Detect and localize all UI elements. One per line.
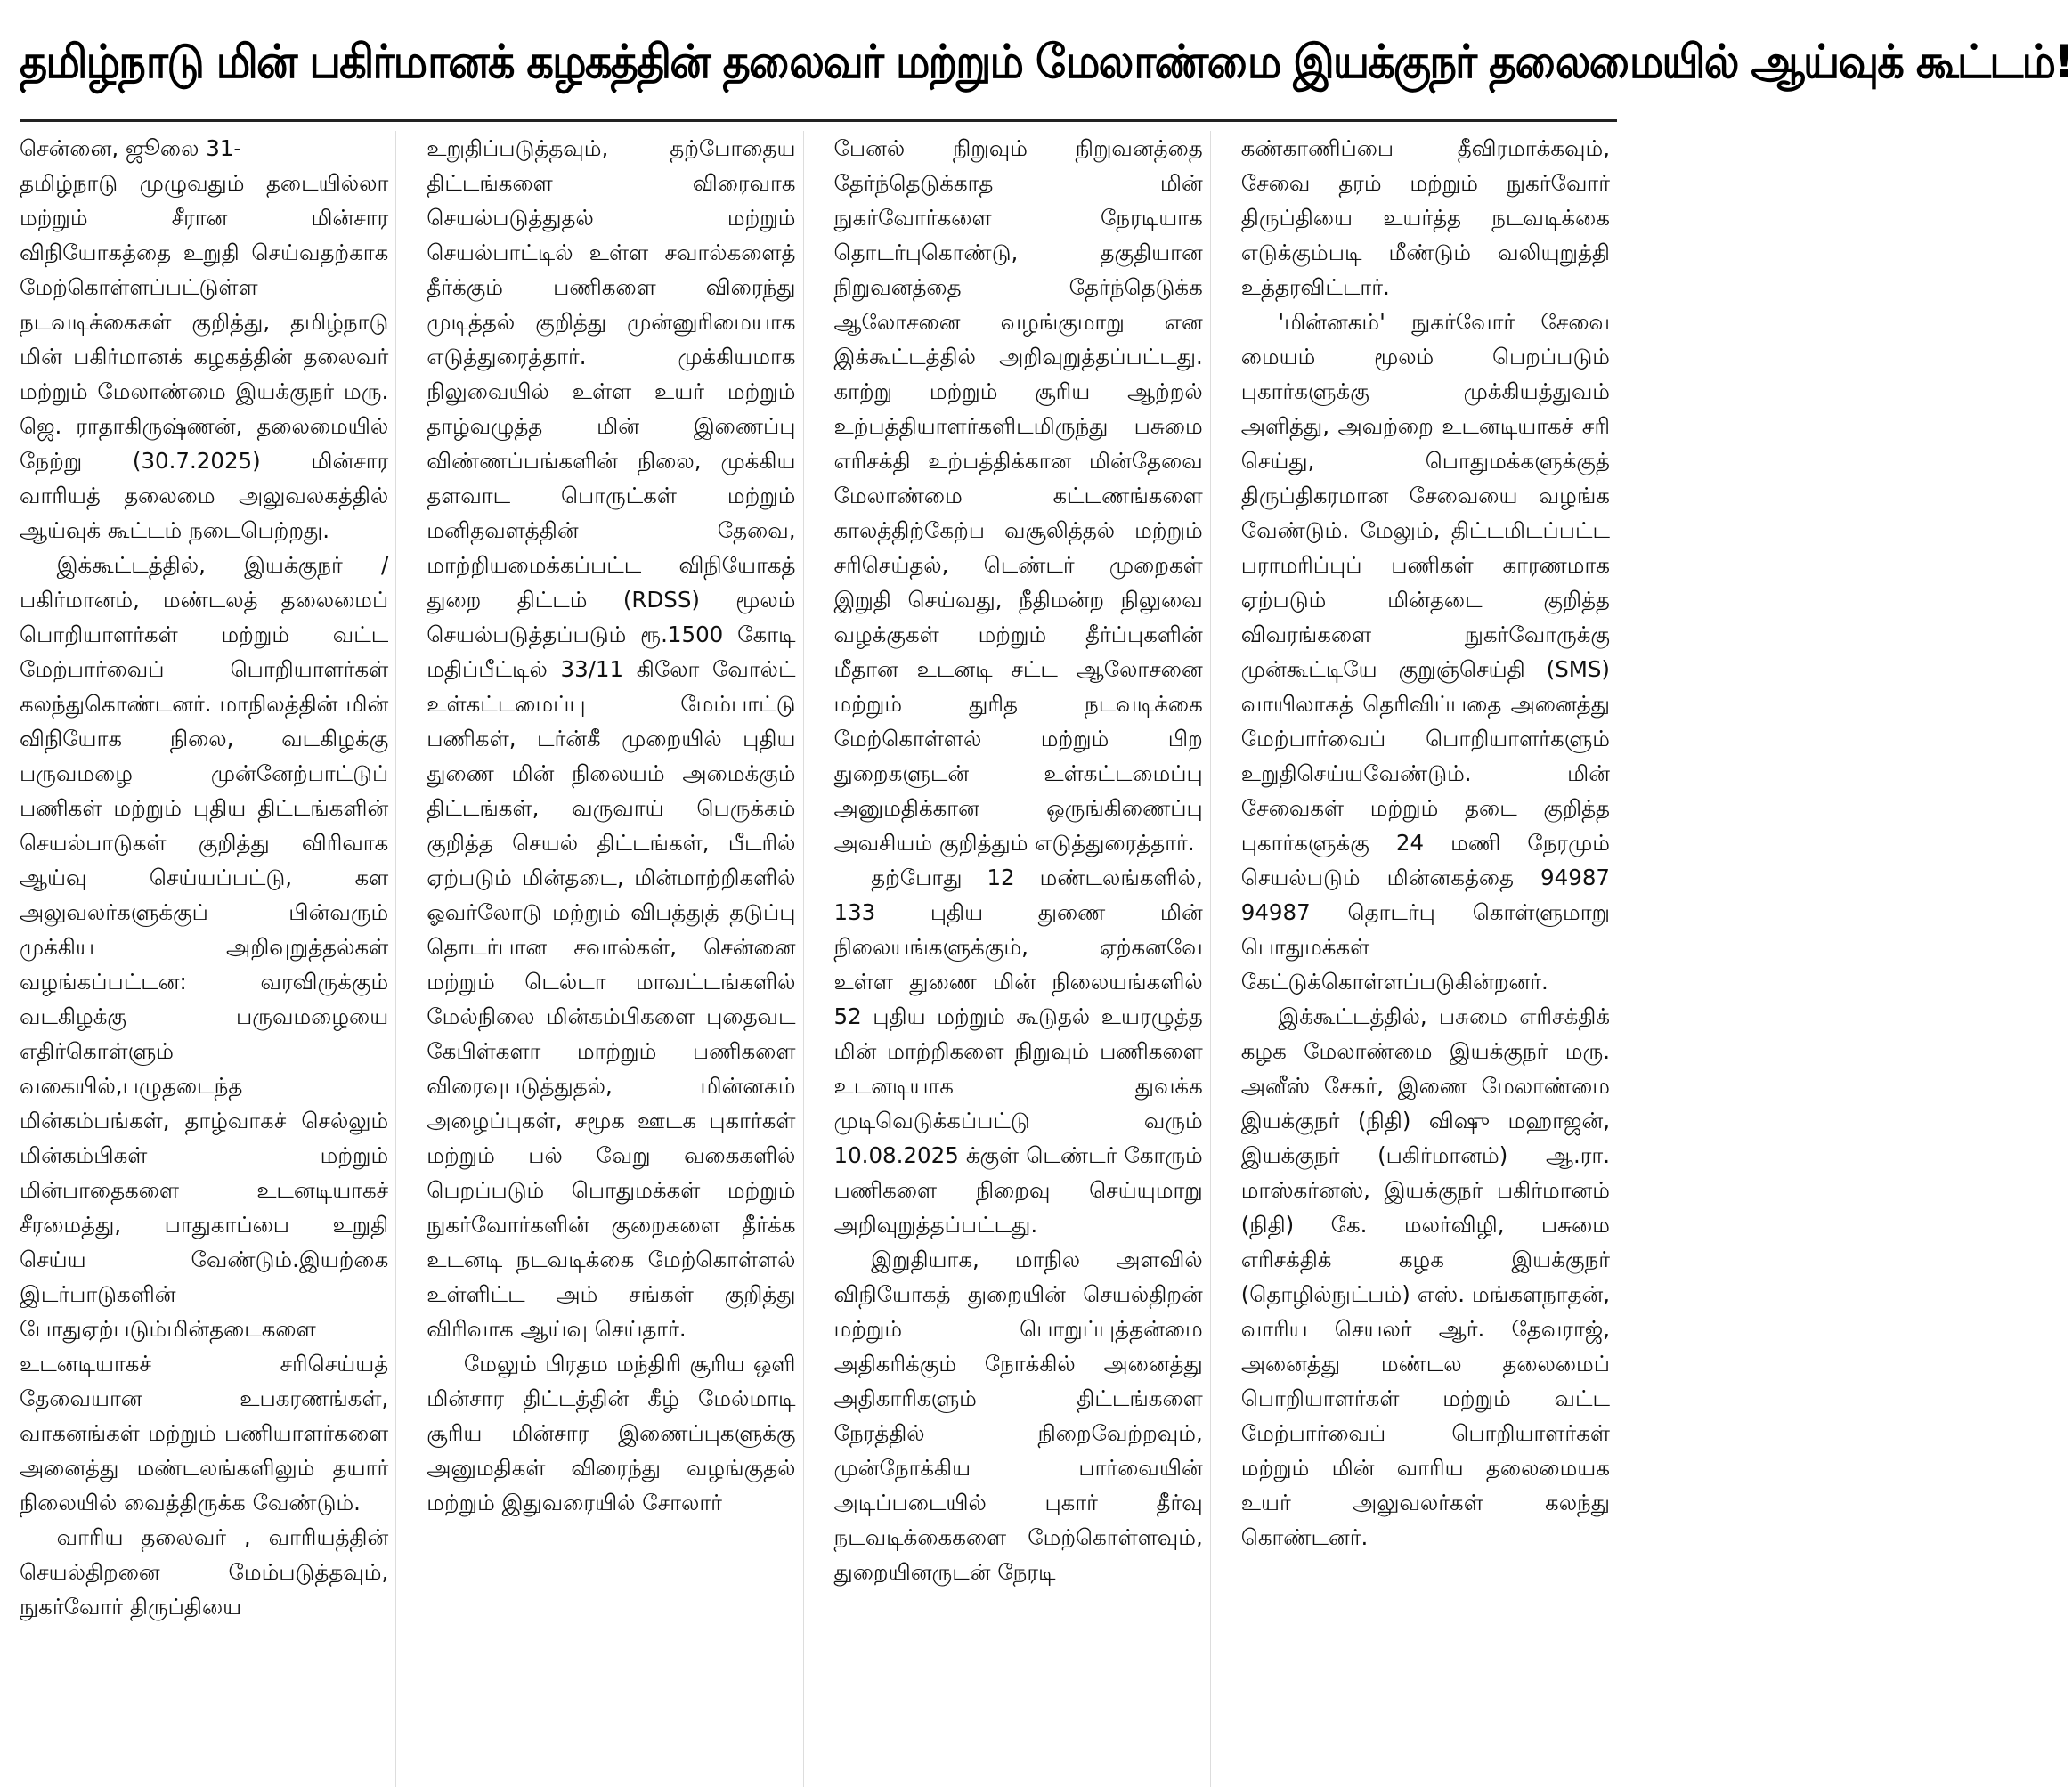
paragraph: கண்காணிப்பை தீவிரமாக்கவும், சேவை தரம் மற்றும் நுகர்வோர் திருப்தியை உயர்த்த நடவடிக்கை எடுக்கும்படி மீண்டும் வலியுறுத்தி உத்தரவிட்டார். [1240, 135, 1610, 300]
paragraph: உறுதிப்படுத்தவும், தற்போதைய திட்டங்களை விரைவாக செயல்படுத்துதல் மற்றும் செயல்பாட்டில் உள்ள சவால்களைத் தீர்க்கும் பணிகளை விரைந்து முடித்தல் குறித்து முன்னுரிமையாக எடுத்துரைத்தார். முக்கியமாக நிலுவையில் உள்ள உயர் மற்றும் தாழ்வழுத்த மின் இணைப்பு விண்ணப்பங்களின் நிலை, முக்கிய தளவாட பொருட்கள் மற்றும் மனிதவளத்தின் தேவை, மாற்றியமைக்கப்பட்ட விநியோகத் துறை திட்டம் (RDSS) மூலம் செயல்படுத்தப்படும் ரூ.1500 கோடி மதிப்பீட்டில் 33/11 கிலோ வோல்ட் உள்கட்டமைப்பு மேம்பாட்டு பணிகள், டர்ன்கீ முறையில் புதிய துணை மின் நிலையம் அமைக்கும் திட்டங்கள், வருவாய் பெருக்கம் குறித்த செயல் திட்டங்கள், பீடரில் ஏற்படும் மின்தடை, மின்மாற்றிகளில் ஓவர்லோடு மற்றும் விபத்துத் தடுப்பு தொடர்பான சவால்கள், சென்னை மற்றும் டெல்டா மாவட்டங்களில் மேல்நிலை மின்கம்பிகளை புதைவட கேபிள்களா மாற்றும் பணிகளை விரைவுபடுத்துதல், மின்னகம் அழைப்புகள், சமூக ஊடக புகார்கள் மற்றும் பல் வேறு வகைகளில் பெறப்படும் பொதுமக்கள் மற்றும் நுகர்வோர்களின் குறைகளை தீர்க்க உடனடி நடவடிக்கை மேற்கொள்ளல் உள்ளிட்ட அம் சங்கள் குறித்து விரிவாக ஆய்வு செய்தார். [427, 135, 796, 1342]
article-column-3 [834, 131, 1211, 1787]
paragraph: மேலும் பிரதம மந்திரி சூரிய ஒளி மின்சார திட்டத்தின் கீழ் மேல்மாடி சூரிய மின்சார இணைப்புகளுக்கு அனுமதிகள் விரைந்து வழங்குதல் மற்றும் இதுவரையில் சோலார் [427, 1351, 796, 1515]
paragraph: பேனல் நிறுவும் நிறுவனத்தை தேர்ந்தெடுக்காத மின் நுகர்வோர்களை நேரடியாக தொடர்புகொண்டு, தகுதியான நிறுவனத்தை தேர்ந்தெடுக்க ஆலோசனை வழங்குமாறு என இக்கூட்டத்தில் அறிவுறுத்தப்பட்டது. காற்று மற்றும் சூரிய ஆற்றல் உற்பத்தியாளர்களிடமிருந்து பசுமை எரிசக்தி உற்பத்திக்கான மின்தேவை மேலாண்மை கட்டணங்களை காலத்திற்கேற்ப வசூலித்தல் மற்றும் சரிசெய்தல், டெண்டர் முறைகள் இறுதி செய்வது, நீதிமன்ற நிலுவை வழக்குகள் மற்றும் தீர்ப்புகளின் மீதான உடனடி சட்ட ஆலோசனை மற்றும் துரித நடவடிக்கை மேற்கொள்ளல் மற்றும் பிற துறைகளுடன் உள்கட்டமைப்பு அனுமதிக்கான ஒருங்கிணைப்பு அவசியம் குறித்தும் எடுத்துரைத்தார். [833, 135, 1203, 856]
paragraph: தற்போது 12 மண்டலங்களில், 133 புதிய துணை மின் நிலையங்களுக்கும், ஏற்கனவே உள்ள துணை மின் நிலையங்களில் 52 புதிய மற்றும் கூடுதல் உயரழுத்த மின் மாற்றிகளை நிறுவும் பணிகளை உடனடியாக துவக்க முடிவெடுக்கப்பட்டு வரும் 10.08.2025 க்குள் டெண்டர் கோரும் பணிகளை நிறைவு செய்யுமாறு அறிவுறுத்தப்பட்டது. [833, 865, 1203, 1238]
article-column-4 [1241, 131, 1617, 1787]
article-column-2 [427, 131, 803, 1787]
paragraph: இறுதியாக, மாநில அளவில் விநியோகத் துறையின் செயல்திறன் மற்றும் பொறுப்புத்தன்மை அதிகரிக்கும் நோக்கில் அனைத்து அதிகாரிகளும் திட்டங்களை நேரத்தில் நிறைவேற்றவும், முன்நோக்கிய பார்வையின் அடிப்படையில் புகார் தீர்வு நடவடிக்கைகளை மேற்கொள்ளவும், துறையினருடன் நேரடி [833, 1247, 1203, 1585]
paragraph: இக்கூட்டத்தில், பசுமை எரிசக்திக் கழக மேலாண்மை இயக்குநர் மரு. அனீஸ் சேகர், இணை மேலாண்மை இயக்குநர் (நிதி) விஷு மஹாஜன், இயக்குநர் (பகிர்மானம்) ஆ.ரா. மாஸ்கர்னஸ், இயக்குநர் பகிர்மானம் (நிதி) கே. மலர்விழி, பசுமை எரிசக்திக் கழக இயக்குநர் (தொழில்நுட்பம்) எஸ். மங்களநாதன், வாரிய செயலர் ஆர். தேவராஜ், அனைத்து மண்டல தலைமைப் பொறியாளர்கள் மற்றும் வட்ட மேற்பார்வைப் பொறியாளர்கள் மற்றும் மின் வாரிய தலைமையக உயர் அலுவலர்கள் கலந்து கொண்டனர். [1240, 1003, 1610, 1550]
headline-divider [20, 119, 1617, 122]
paragraph: இக்கூட்டத்தில், இயக்குநர் / பகிர்மானம், மண்டலத் தலைமைப் பொறியாளர்கள் மற்றும் வட்ட மேற்பார்வைப் பொறியாளர்கள் கலந்துகொண்டனர். மாநிலத்தின் மின் விநியோக நிலை, வடகிழக்கு பருவமழை முன்னேற்பாட்டுப் பணிகள் மற்றும் புதிய திட்டங்களின் செயல்பாடுகள் குறித்து விரிவாக ஆய்வு செய்யப்பட்டு, கள அலுவலர்களுக்குப் பின்வரும் முக்கிய அறிவுறுத்தல்கள் வழங்கப்பட்டன: வரவிருக்கும் வடகிழக்கு பருவமழையை எதிர்கொள்ளும் வகையில்,பழுதடைந்த மின்கம்பங்கள், தாழ்வாகச் செல்லும் மின்கம்பிகள் மற்றும் மின்பாதைகளை உடனடியாகச் சீரமைத்து, பாதுகாப்பை உறுதி செய்ய வேண்டும்.இயற்கை இடர்பாடுகளின் போதுஏற்படும்மின்தடைகளை உடனடியாகச் சரிசெய்யத் தேவையான உபகரணங்கள், வாகனங்கள் மற்றும் பணியாளர்களை அனைத்து மண்டலங்களிலும் தயார் நிலையில் வைத்திருக்க வேண்டும். [20, 552, 389, 1515]
article-columns [20, 131, 1617, 1787]
paragraph: தமிழ்நாடு முழுவதும் தடையில்லா மற்றும் சீரான மின்சார விநியோகத்தை உறுதி செய்வதற்காக மேற்கொள்ளப்பட்டுள்ள நடவடிக்கைகள் குறித்து, தமிழ்நாடு மின் பகிர்மானக் கழகத்தின் தலைவர் மற்றும் மேலாண்மை இயக்குநர் மரு. ஜெ. ராதாகிருஷ்ணன், தலைமையில் நேற்று (30.7.2025) மின்சார வாரியத் தலைமை அலுவலகத்தில் ஆய்வுக் கூட்டம் நடைபெற்றது. [20, 170, 389, 543]
dateline: சென்னை, ஜூலை 31- [20, 135, 242, 161]
article-column-1 [20, 131, 396, 1787]
headline: தமிழ்நாடு மின் பகிர்மானக் கழகத்தின் தலைவர் மற்றும் மேலாண்மை இயக்குநர் தலைமையில் ஆய்வுக் கூட்டம்! [20, 36, 2072, 89]
paragraph: 'மின்னகம்' நுகர்வோர் சேவை மையம் மூலம் பெறப்படும் புகார்களுக்கு முக்கியத்துவம் அளித்து, அவற்றை உடனடியாகச் சரி செய்து, பொதுமக்களுக்குத் திருப்திகரமான சேவையை வழங்க வேண்டும். மேலும், திட்டமிடப்பட்ட பராமரிப்புப் பணிகள் காரணமாக ஏற்படும் மின்தடை குறித்த விவரங்களை நுகர்வோருக்கு முன்கூட்டியே குறுஞ்செய்தி (SMS) வாயிலாகத் தெரிவிப்பதை அனைத்து மேற்பார்வைப் பொறியாளர்களும் உறுதிசெய்யவேண்டும். மின் சேவைகள் மற்றும் தடை குறித்த புகார்களுக்கு 24 மணி நேரமும் செயல்படும் மின்னகத்தை 94987 94987 தொடர்பு கொள்ளுமாறு பொதுமக்கள் கேட்டுக்கொள்ளப்படுகின்றனர். [1240, 309, 1610, 995]
paragraph: வாரிய தலைவர் , வாரியத்தின் செயல்திறனை மேம்படுத்தவும், நுகர்வோர் திருப்தியை [20, 1524, 389, 1620]
